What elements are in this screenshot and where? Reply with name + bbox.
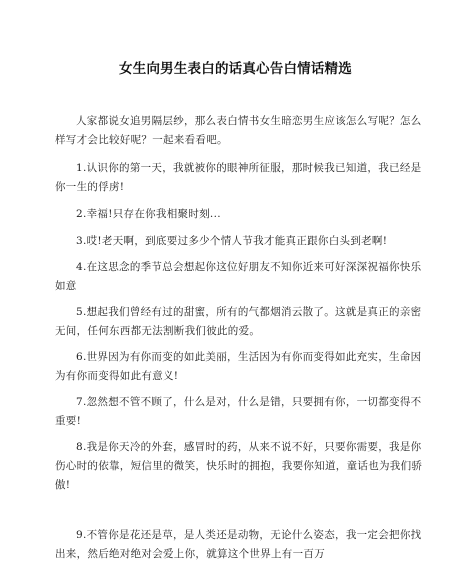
love-line-7: 7.忽然想不管不顾了，什么是对，什么是错，只要拥有你，一切都变得不重要! [55, 396, 422, 427]
love-line-5: 5.想起我们曾经有过的甜蜜，所有的气都烟消云散了。这就是真正的亲密无间，任何东西都无法割断我们彼此的爱。 [55, 306, 422, 337]
love-line-9: 9.不管你是花还是草，是人类还是动物，无论什么姿态，我一定会把你找出来，然后绝对绝对会爱上你，就算这个世界上有一百万 [55, 529, 422, 560]
love-line-8: 8.我是你天冷的外套，感冒时的药，从来不说不好，只要你需要，我是你伤心时的依靠，短信里的微笑，快乐时的拥抱，我要你知道，童话也为我们骄傲! [55, 441, 423, 491]
document-body [55, 112, 428, 564]
document-title: 女生向男生表白的话真心告白情话精选 [119, 61, 352, 77]
intro-paragraph: 人家都说女追男隔层纱，那么表白情书女生暗恋男生应该怎么写呢？怎么样写才会比较好呢？一起来看看吧。 [55, 115, 422, 146]
love-line-3: 3.哎!老天啊，到底要过多少个情人节我才能真正跟你白头到老啊! [76, 235, 388, 247]
love-line-6: 6.世界因为有你而变的如此美丽，生活因为有你而变得如此充实，生命因为有你而变得如此有意义! [55, 351, 422, 382]
love-line-1: 1.认识你的第一天，我就被你的眼神所征服，那时候我已知道，我已经是你一生的俘虏! [55, 162, 422, 193]
love-line-4: 4.在这思念的季节总会想起你这位好朋友不知你近来可好深深祝福你快乐如意 [55, 261, 422, 292]
love-line-2: 2.幸福!只存在你我相聚时刻... [76, 208, 221, 220]
